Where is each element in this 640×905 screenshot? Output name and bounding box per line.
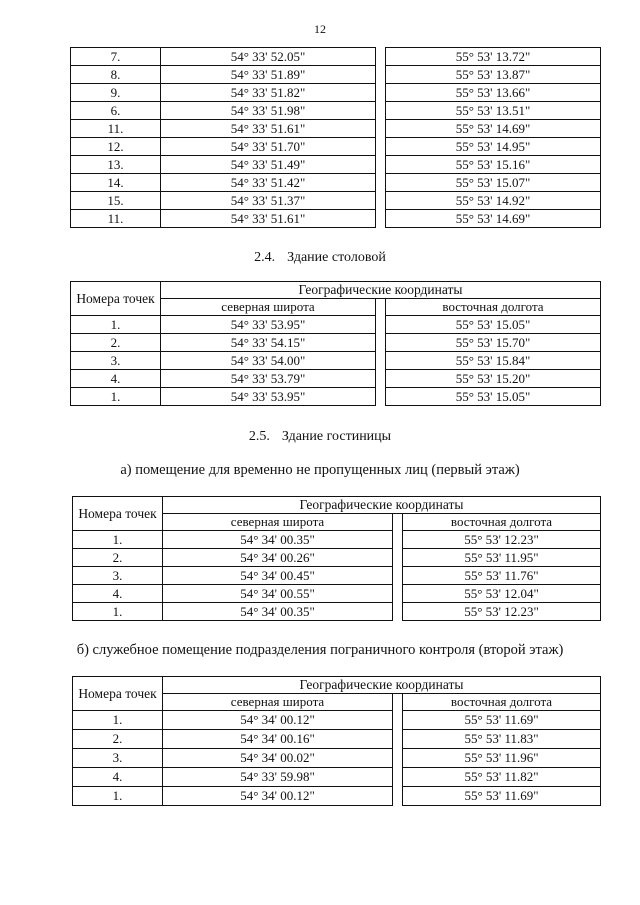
table-row <box>71 102 601 120</box>
table-row <box>71 316 601 334</box>
section-heading-2-4: 2.4. Здание столовой <box>254 250 386 265</box>
table-row <box>71 66 601 84</box>
cell-point: 14. <box>71 174 161 192</box>
cell-longitude: 55° 53' 15.16" <box>386 156 601 174</box>
coordinates-table-continued <box>70 47 601 228</box>
cell-point: 2. <box>73 730 163 749</box>
table-row <box>71 174 601 192</box>
table-row <box>73 549 601 567</box>
cell-gap <box>376 174 386 192</box>
page-number: 12 <box>314 22 326 36</box>
table-row <box>73 585 601 603</box>
cell-longitude: 55° 53' 13.72" <box>386 48 601 66</box>
cell-longitude: 55° 53' 14.69" <box>386 210 601 228</box>
cell-gap <box>376 316 386 334</box>
header-geo: Географические координаты <box>163 497 601 514</box>
cell-point: 6. <box>71 102 161 120</box>
cell-point: 1. <box>71 388 161 406</box>
cell-longitude: 55° 53' 15.70" <box>386 334 601 352</box>
section-heading-2-5: 2.5. Здание гостиницы <box>248 429 392 444</box>
cell-longitude: 55° 53' 15.20" <box>386 370 601 388</box>
cell-longitude: 55° 53' 14.69" <box>386 120 601 138</box>
table-body <box>71 316 601 406</box>
cell-gap <box>393 549 403 567</box>
cell-gap <box>393 585 403 603</box>
cell-point: 3. <box>73 749 163 768</box>
table-body <box>73 531 601 621</box>
table-row <box>71 156 601 174</box>
cell-latitude: 54° 33' 51.70" <box>161 138 376 156</box>
cell-point: 3. <box>73 567 163 585</box>
cell-longitude: 55° 53' 11.82" <box>403 768 601 787</box>
header-geo: Географические координаты <box>161 282 601 299</box>
cell-gap <box>376 370 386 388</box>
cell-gap <box>376 156 386 174</box>
header-geo: Географические координаты <box>163 677 601 694</box>
table-row <box>71 370 601 388</box>
subsection-heading-b: б) служебное помещение подразделения пограничного контроля (второй этаж) <box>76 642 564 658</box>
coordinates-table-dining <box>70 281 601 406</box>
cell-gap <box>376 66 386 84</box>
cell-latitude: 54° 33' 59.98" <box>163 768 393 787</box>
cell-point: 3. <box>71 352 161 370</box>
cell-longitude: 55° 53' 11.83" <box>403 730 601 749</box>
cell-point: 7. <box>71 48 161 66</box>
cell-gap <box>376 138 386 156</box>
cell-latitude: 54° 34' 00.02" <box>163 749 393 768</box>
cell-longitude: 55° 53' 13.51" <box>386 102 601 120</box>
cell-latitude: 54° 34' 00.35" <box>163 531 393 549</box>
cell-gap <box>393 567 403 585</box>
cell-latitude: 54° 34' 00.16" <box>163 730 393 749</box>
cell-point: 4. <box>73 585 163 603</box>
cell-latitude: 54° 34' 00.12" <box>163 711 393 730</box>
cell-latitude: 54° 33' 53.95" <box>161 388 376 406</box>
header-points: Номера точек <box>73 677 163 711</box>
header-points: Номера точек <box>71 282 161 316</box>
cell-gap <box>376 352 386 370</box>
table-body <box>73 711 601 806</box>
cell-longitude: 55° 53' 11.69" <box>403 711 601 730</box>
cell-longitude: 55° 53' 11.96" <box>403 749 601 768</box>
cell-gap <box>376 388 386 406</box>
cell-latitude: 54° 33' 51.37" <box>161 192 376 210</box>
coordinates-table-first-floor <box>72 496 601 621</box>
cell-latitude: 54° 33' 51.61" <box>161 210 376 228</box>
cell-point: 1. <box>73 531 163 549</box>
header-lon: восточная долгота <box>386 299 601 316</box>
cell-point: 13. <box>71 156 161 174</box>
cell-latitude: 54° 33' 52.05" <box>161 48 376 66</box>
table-row <box>71 192 601 210</box>
coordinates-table-second-floor <box>72 676 601 806</box>
table-row <box>71 210 601 228</box>
table-row <box>73 711 601 730</box>
table-row <box>71 138 601 156</box>
table-row <box>73 749 601 768</box>
cell-point: 4. <box>71 370 161 388</box>
header-lon: восточная долгота <box>403 694 601 711</box>
cell-longitude: 55° 53' 11.69" <box>403 787 601 806</box>
table-body <box>71 48 601 228</box>
table-row <box>73 531 601 549</box>
cell-latitude: 54° 33' 54.15" <box>161 334 376 352</box>
cell-latitude: 54° 33' 51.98" <box>161 102 376 120</box>
cell-longitude: 55° 53' 12.23" <box>403 603 601 621</box>
table-row <box>73 787 601 806</box>
cell-point: 9. <box>71 84 161 102</box>
table-row <box>71 388 601 406</box>
cell-point: 2. <box>71 334 161 352</box>
cell-longitude: 55° 53' 14.92" <box>386 192 601 210</box>
cell-gap <box>376 48 386 66</box>
cell-point: 11. <box>71 210 161 228</box>
header-lat: северная широта <box>161 299 376 316</box>
cell-point: 8. <box>71 66 161 84</box>
cell-gap <box>393 749 403 768</box>
table-row <box>71 84 601 102</box>
header-lat: северная широта <box>163 514 393 531</box>
table-row <box>73 768 601 787</box>
table-row <box>73 603 601 621</box>
cell-point: 4. <box>73 768 163 787</box>
table-row <box>73 567 601 585</box>
cell-point: 1. <box>73 603 163 621</box>
cell-gap <box>376 102 386 120</box>
table-row <box>73 730 601 749</box>
cell-latitude: 54° 33' 51.82" <box>161 84 376 102</box>
cell-latitude: 54° 34' 00.35" <box>163 603 393 621</box>
cell-latitude: 54° 33' 51.61" <box>161 120 376 138</box>
cell-point: 12. <box>71 138 161 156</box>
cell-latitude: 54° 33' 51.49" <box>161 156 376 174</box>
header-points: Номера точек <box>73 497 163 531</box>
cell-longitude: 55° 53' 15.05" <box>386 388 601 406</box>
cell-longitude: 55° 53' 12.04" <box>403 585 601 603</box>
cell-longitude: 55° 53' 15.07" <box>386 174 601 192</box>
table-row <box>71 48 601 66</box>
cell-longitude: 55° 53' 11.76" <box>403 567 601 585</box>
cell-gap <box>393 787 403 806</box>
cell-longitude: 55° 53' 13.87" <box>386 66 601 84</box>
cell-latitude: 54° 33' 51.89" <box>161 66 376 84</box>
cell-point: 11. <box>71 120 161 138</box>
cell-point: 2. <box>73 549 163 567</box>
table-row <box>71 334 601 352</box>
cell-longitude: 55° 53' 14.95" <box>386 138 601 156</box>
cell-gap <box>393 730 403 749</box>
cell-longitude: 55° 53' 12.23" <box>403 531 601 549</box>
cell-point: 1. <box>73 711 163 730</box>
cell-longitude: 55° 53' 13.66" <box>386 84 601 102</box>
cell-longitude: 55° 53' 11.95" <box>403 549 601 567</box>
cell-gap <box>393 603 403 621</box>
cell-gap <box>376 210 386 228</box>
cell-gap <box>376 120 386 138</box>
cell-point: 1. <box>71 316 161 334</box>
table-row <box>71 120 601 138</box>
cell-point: 15. <box>71 192 161 210</box>
cell-gap <box>376 334 386 352</box>
cell-gap <box>393 711 403 730</box>
cell-point: 1. <box>73 787 163 806</box>
cell-gap <box>376 192 386 210</box>
cell-latitude: 54° 33' 53.79" <box>161 370 376 388</box>
cell-latitude: 54° 34' 00.12" <box>163 787 393 806</box>
header-lat: северная широта <box>163 694 393 711</box>
cell-gap <box>393 531 403 549</box>
cell-latitude: 54° 33' 53.95" <box>161 316 376 334</box>
cell-gap <box>376 84 386 102</box>
cell-latitude: 54° 34' 00.45" <box>163 567 393 585</box>
cell-latitude: 54° 34' 00.55" <box>163 585 393 603</box>
cell-gap <box>393 768 403 787</box>
header-lon: восточная долгота <box>403 514 601 531</box>
cell-longitude: 55° 53' 15.05" <box>386 316 601 334</box>
cell-latitude: 54° 33' 54.00" <box>161 352 376 370</box>
cell-latitude: 54° 34' 00.26" <box>163 549 393 567</box>
cell-latitude: 54° 33' 51.42" <box>161 174 376 192</box>
cell-longitude: 55° 53' 15.84" <box>386 352 601 370</box>
table-row <box>71 352 601 370</box>
subsection-heading-a: а) помещение для временно не пропущенных лиц (первый этаж) <box>120 462 520 478</box>
